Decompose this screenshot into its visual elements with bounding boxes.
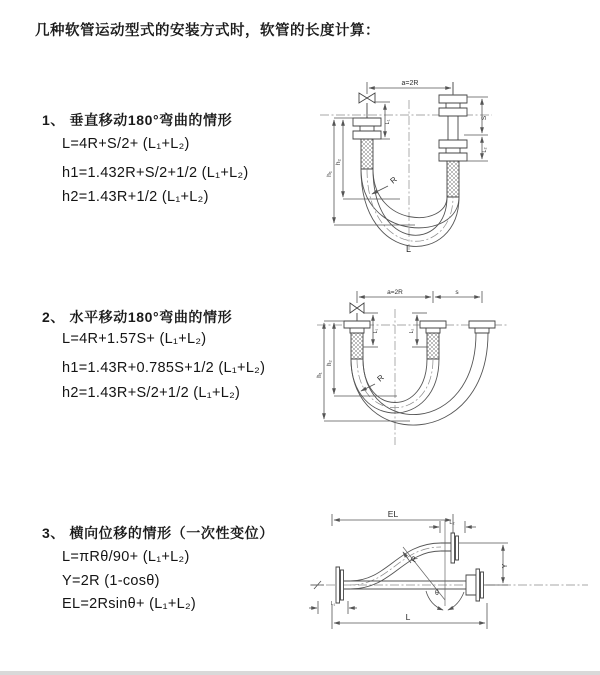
dim-label-l: L (405, 612, 411, 622)
section-3-heading: 3、 横向位移的情形（一次性变位） (42, 525, 274, 541)
section-3-formula-L: L=πRθ/90+ (L₁+L₂) (62, 549, 190, 565)
section-2-formula-L: L=4R+1.57S+ (L₁+L₂) (62, 331, 207, 347)
lower-flange (466, 569, 484, 601)
left-pipe-fitting (344, 321, 370, 333)
dim-label-h2: h₂ (335, 158, 342, 166)
hose-centerline (357, 359, 433, 408)
dim-label-l1: L₁ (385, 119, 391, 125)
dim-label-l2: L₂ (409, 328, 415, 334)
braided-hose-left (351, 333, 363, 359)
upper-flange (441, 533, 459, 563)
section-2-heading: 2、 水平移动180°弯曲的情形 (42, 309, 233, 325)
right-pipe-fitting (439, 82, 467, 161)
hose-centerline (367, 169, 453, 241)
braided-hose-right (447, 161, 459, 197)
diagram-vertical-180-bend (312, 72, 584, 254)
page-title: 几种软管运动型式的安装方式时，软管的长度计算： (35, 23, 380, 39)
dim-label-r: R (375, 372, 386, 384)
valve-icon (359, 93, 375, 118)
dim-label-h1: h₁ (317, 372, 323, 378)
diagram-lateral-displacement (298, 503, 593, 638)
dim-label-l2: L₂ (449, 520, 455, 526)
dim-label-a2r: a=2R (387, 289, 403, 296)
dim-label-r: R (388, 174, 399, 186)
section-2-formula-h2: h2=1.43R+S/2+1/2 (L₁+L₂) (62, 385, 241, 401)
page-bottom-edge (0, 671, 600, 675)
left-pipe-fitting (353, 118, 381, 139)
dim-label-theta: θ (435, 590, 439, 597)
section-1-formula-h2: h2=1.43R+1/2 (L₁+L₂) (62, 189, 209, 205)
centerlines (320, 100, 492, 250)
dim-label-s: S (481, 115, 488, 121)
middle-pipe-fitting (420, 321, 446, 333)
hose-u-curves (361, 169, 459, 246)
dim-label-h1: h₁ (326, 171, 333, 177)
dim-label-y: Y (502, 563, 509, 569)
right-pipe-fitting (469, 321, 495, 333)
section-2-formula-h1: h1=1.43R+0.785S+1/2 (L₁+L₂) (62, 360, 266, 376)
dimension-h1 (324, 321, 410, 421)
section-1-heading: 1、 垂直移动180°弯曲的情形 (42, 112, 233, 128)
diagram-horizontal-180-bend (312, 283, 590, 453)
valve-icon (350, 303, 364, 321)
dim-label-r: R (408, 554, 420, 564)
braided-hose-middle (427, 333, 439, 359)
section-1-formula-h1: h1=1.432R+S/2+1/2 (L₁+L₂) (62, 165, 249, 181)
dim-label-l1: L₁ (330, 601, 336, 607)
centerline-break-icon (311, 581, 324, 589)
dim-label-a2r: a=2R (401, 80, 419, 87)
braided-hose-left (361, 139, 373, 169)
dimension-a2r (357, 291, 482, 303)
section-3-formula-EL: EL=2Rsinθ+ (L₁+L₂) (62, 596, 197, 612)
dim-label-l: L (406, 244, 412, 254)
section-3-formula-Y: Y=2R (1-cosθ) (62, 573, 160, 589)
dimension-h2 (334, 323, 397, 396)
dim-label-s: s (455, 289, 459, 296)
dim-label-l1: L₁ (373, 328, 379, 334)
section-1-formula-L: L=4R+S/2+ (L₁+L₂) (62, 136, 190, 152)
dim-label-el: EL (387, 509, 399, 519)
dim-label-l2: L₂ (482, 147, 488, 153)
dim-label-h2: h₂ (327, 360, 333, 366)
